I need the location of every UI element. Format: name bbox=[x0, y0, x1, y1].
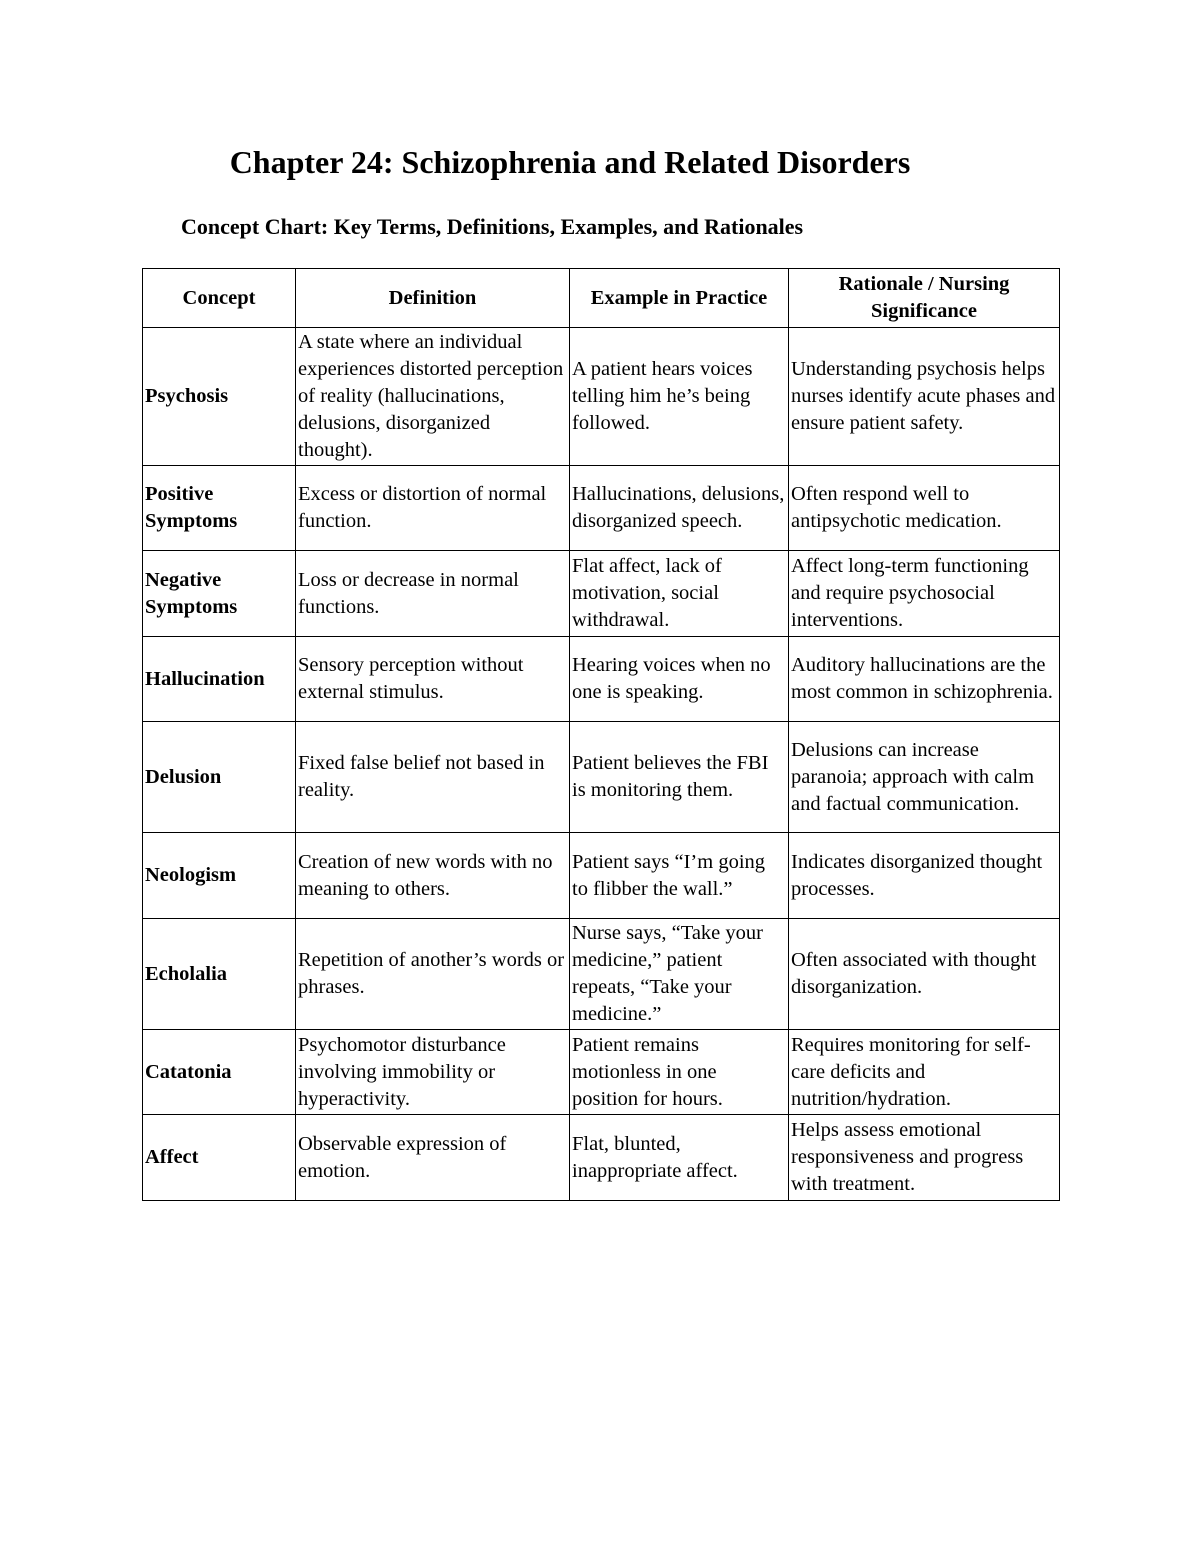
cell-example: Hallucinations, delusions, disorganized speech. bbox=[570, 466, 789, 551]
cell-concept: Positive Symptoms bbox=[143, 466, 296, 551]
chart-subtitle: Concept Chart: Key Terms, Definitions, Examples, and Rationales bbox=[181, 214, 804, 239]
cell-definition: Fixed false belief not based in reality. bbox=[296, 722, 570, 833]
cell-example: Nurse says, “Take your medicine,” patient repeats, “Take your medicine.” bbox=[570, 919, 789, 1030]
cell-concept: Affect bbox=[143, 1115, 296, 1201]
cell-definition: A state where an individual experiences distorted perception of reality (hallucinations, delusions, disorganized thought). bbox=[296, 328, 570, 466]
cell-rationale: Understanding psychosis helps nurses identify acute phases and ensure patient safety. bbox=[789, 328, 1060, 466]
cell-rationale: Requires monitoring for self-care deficits and nutrition/hydration. bbox=[789, 1030, 1060, 1115]
cell-example: Hearing voices when no one is speaking. bbox=[570, 637, 789, 722]
cell-example: Patient remains motionless in one position for hours. bbox=[570, 1030, 789, 1115]
table-row bbox=[143, 722, 1060, 833]
cell-definition: Repetition of another’s words or phrases. bbox=[296, 919, 570, 1030]
cell-definition: Psychomotor disturbance involving immobility or hyperactivity. bbox=[296, 1030, 570, 1115]
cell-definition: Creation of new words with no meaning to others. bbox=[296, 833, 570, 919]
cell-concept: Catatonia bbox=[143, 1030, 296, 1115]
table-row bbox=[143, 833, 1060, 919]
table-row bbox=[143, 466, 1060, 551]
table-row bbox=[143, 1115, 1060, 1201]
cell-example: A patient hears voices telling him he’s being followed. bbox=[570, 328, 789, 466]
header-rationale: Rationale / Nursing Significance bbox=[789, 269, 1060, 328]
table-row bbox=[143, 551, 1060, 637]
header-definition: Definition bbox=[296, 269, 570, 328]
table-row bbox=[143, 328, 1060, 466]
cell-rationale: Delusions can increase paranoia; approach with calm and factual communication. bbox=[789, 722, 1060, 833]
cell-rationale: Auditory hallucinations are the most common in schizophrenia. bbox=[789, 637, 1060, 722]
cell-example: Patient believes the FBI is monitoring them. bbox=[570, 722, 789, 833]
header-example: Example in Practice bbox=[570, 269, 789, 328]
cell-definition: Observable expression of emotion. bbox=[296, 1115, 570, 1201]
cell-concept: Delusion bbox=[143, 722, 296, 833]
header-concept: Concept bbox=[143, 269, 296, 328]
cell-rationale: Often respond well to antipsychotic medication. bbox=[789, 466, 1060, 551]
cell-rationale: Affect long-term functioning and require psychosocial interventions. bbox=[789, 551, 1060, 637]
cell-concept: Negative Symptoms bbox=[143, 551, 296, 637]
table-header-row bbox=[143, 269, 1060, 328]
cell-concept: Psychosis bbox=[143, 328, 296, 466]
cell-example: Flat, blunted, inappropriate affect. bbox=[570, 1115, 789, 1201]
cell-example: Flat affect, lack of motivation, social withdrawal. bbox=[570, 551, 789, 637]
cell-example: Patient says “I’m going to flibber the wall.” bbox=[570, 833, 789, 919]
table-row bbox=[143, 637, 1060, 722]
page-title: Chapter 24: Schizophrenia and Related Disorders bbox=[229, 144, 911, 180]
table-row bbox=[143, 1030, 1060, 1115]
cell-definition: Loss or decrease in normal functions. bbox=[296, 551, 570, 637]
table-row bbox=[143, 919, 1060, 1030]
cell-concept: Hallucination bbox=[143, 637, 296, 722]
concept-chart-table bbox=[142, 268, 1060, 1201]
cell-concept: Echolalia bbox=[143, 919, 296, 1030]
cell-rationale: Helps assess emotional responsiveness and progress with treatment. bbox=[789, 1115, 1060, 1201]
cell-definition: Excess or distortion of normal function. bbox=[296, 466, 570, 551]
cell-rationale: Often associated with thought disorganization. bbox=[789, 919, 1060, 1030]
cell-concept: Neologism bbox=[143, 833, 296, 919]
cell-rationale: Indicates disorganized thought processes. bbox=[789, 833, 1060, 919]
cell-definition: Sensory perception without external stimulus. bbox=[296, 637, 570, 722]
